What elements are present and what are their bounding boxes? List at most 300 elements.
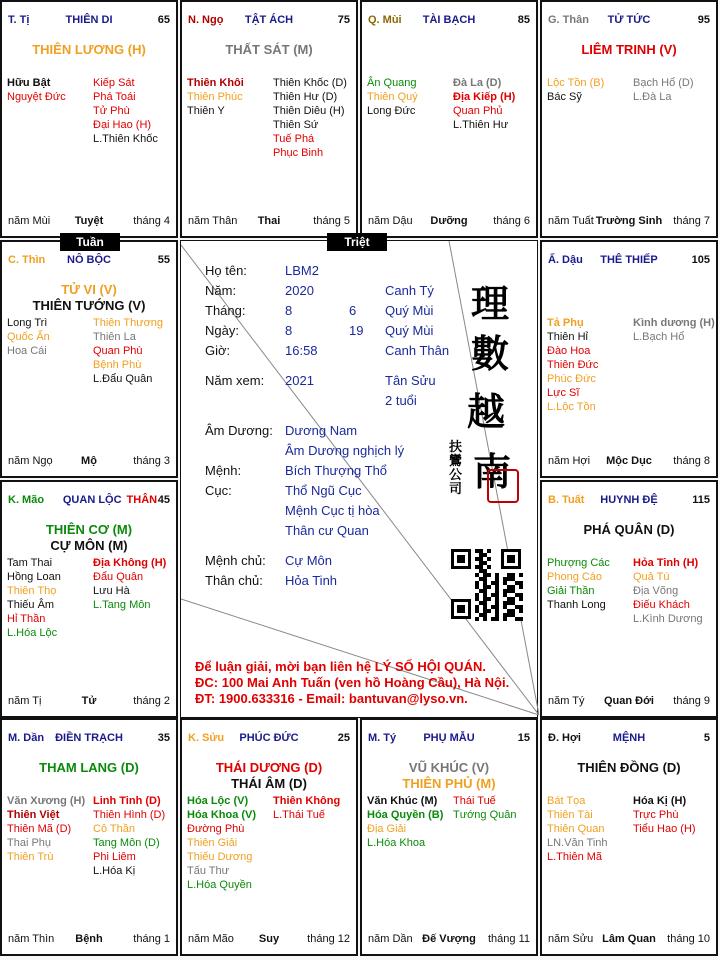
palace-mao[interactable]: [0, 480, 178, 718]
calligraphy-char-1: 理: [471, 281, 510, 326]
palace-ti[interactable]: [0, 0, 178, 238]
minor-star: Thiên Mã (D): [7, 823, 72, 835]
stars-right: [633, 76, 694, 104]
stars-right: [93, 556, 166, 612]
stars-right: [93, 316, 163, 386]
minor-star: Thiên Trù: [7, 851, 54, 863]
palace-month: tháng 8: [673, 455, 710, 467]
major-stars: [2, 760, 176, 776]
palace-header: [8, 254, 170, 268]
palace-month: tháng 7: [673, 215, 710, 227]
minor-star: Giải Thần: [547, 585, 595, 597]
minor-star: Thiếu Dương: [187, 851, 253, 863]
major-stars: [542, 522, 716, 538]
palace-branch: C. Thìn: [8, 254, 46, 266]
menh-chu-value: Cự Môn: [285, 553, 332, 568]
palace-header: [548, 254, 710, 268]
palace-mui[interactable]: [360, 0, 538, 238]
minor-star: L.Đà La: [633, 91, 672, 103]
minor-star: Phục Binh: [273, 147, 324, 159]
palace-footer: [188, 215, 350, 228]
minor-star: Bạch Hổ (D): [633, 77, 694, 89]
palace-branch: N. Ngọ: [188, 14, 224, 26]
palace-year: năm Mùi: [8, 215, 51, 227]
major-stars: [2, 282, 176, 314]
palace-house: [548, 732, 710, 744]
minor-star: Thiên Phúc: [187, 91, 243, 103]
minor-star: Lực Sĩ: [547, 387, 580, 399]
name-value: LBM2: [285, 263, 319, 278]
palace-year: năm Sửu: [548, 933, 594, 945]
minor-star: Đà La (D): [453, 77, 502, 89]
minor-star: Địa Võng: [633, 585, 679, 597]
minor-star: L.Hóa Lộc: [7, 627, 58, 639]
minor-star: Tam Thai: [7, 557, 53, 569]
minor-star: Thiên Y: [187, 105, 225, 117]
am-duong-note: Âm Dương nghịch lý: [285, 443, 405, 458]
am-duong-value: Dương Nam: [285, 423, 358, 438]
major-stars: [542, 42, 716, 58]
day-can-chi: Quý Mùi: [385, 323, 434, 338]
center-info-panel: [180, 240, 538, 718]
palace-house: [188, 732, 350, 744]
major-star: VŨ KHÚC (V): [408, 760, 490, 775]
major-stars: [362, 760, 536, 792]
palace-branch: Ấ. Dậu: [548, 254, 583, 266]
palace-suu[interactable]: [180, 718, 358, 956]
day-lunar: 19: [349, 323, 364, 338]
palace-header: [368, 732, 530, 746]
palace-stage: Thai: [257, 215, 281, 227]
palace-month: tháng 4: [133, 215, 170, 227]
minor-star: L.Bạch Hổ: [633, 331, 685, 343]
minor-star: Văn Khúc (M): [367, 795, 438, 807]
palace-header: [188, 732, 350, 746]
hour-value: 16:58: [285, 343, 318, 358]
palace-ty[interactable]: [360, 718, 538, 956]
minor-star: Thiên Quý: [367, 91, 418, 103]
qr-code[interactable]: [451, 549, 521, 619]
palace-branch: M. Dần: [8, 732, 45, 744]
name-label: Họ tên:: [205, 263, 247, 278]
minor-star: Phong Cáo: [547, 571, 603, 583]
palace-month: tháng 12: [307, 933, 350, 945]
palace-stage: Tuyệt: [74, 215, 104, 227]
minor-star: Thiên Hư (D): [273, 91, 338, 103]
palace-header: [548, 494, 710, 508]
palace-branch: Đ. Hợi: [548, 732, 581, 744]
major-star: THAM LANG (D): [39, 760, 139, 775]
palace-number: 55: [157, 254, 170, 266]
palace-number: 105: [691, 254, 710, 266]
menh-label: Mệnh:: [205, 463, 242, 478]
minor-star: Văn Xương (H): [7, 795, 86, 807]
palace-year: năm Thân: [188, 215, 238, 227]
calligraphy-char-4: 南: [473, 449, 512, 494]
minor-star: Đẩu Quân: [93, 571, 144, 583]
view-year-can-chi: Tân Sửu: [385, 373, 436, 388]
palace-year: năm Mão: [188, 933, 234, 945]
than-chu-label: Thân chủ:: [205, 573, 263, 588]
year-value: 2020: [285, 283, 314, 298]
stars-left: [7, 556, 61, 640]
year-can-chi: Canh Tý: [385, 283, 434, 298]
minor-star: Long Đức: [367, 105, 416, 117]
palace-number: 5: [703, 732, 710, 744]
palace-branch: T. Tị: [8, 14, 30, 26]
minor-star: Bát Tọa: [547, 795, 586, 807]
minor-star: L.Hóa Kị: [93, 865, 136, 877]
palace-month: tháng 3: [133, 455, 170, 467]
minor-star: L.Tang Môn: [93, 599, 151, 611]
minor-star: Lộc Tồn (B): [547, 77, 605, 89]
palace-branch: Q. Mùi: [368, 14, 402, 26]
palace-house: [8, 14, 170, 26]
stars-left: [547, 76, 604, 104]
stars-right: [453, 794, 517, 822]
stars-right: [453, 76, 515, 132]
stars-right: [633, 316, 715, 344]
minor-star: Tuế Phá: [273, 133, 315, 145]
major-star: LIÊM TRINH (V): [581, 42, 677, 57]
stars-left: [367, 794, 443, 850]
palace-number: 75: [337, 14, 350, 26]
stars-right: [273, 794, 340, 822]
minor-star: Thai Phụ: [7, 837, 52, 849]
tag-tuan: Tuần: [60, 233, 120, 251]
palace-house-name: THÊ THIẾP: [600, 254, 658, 266]
minor-star: Thiên Tài: [547, 809, 593, 821]
major-star: THIÊN TƯỚNG (V): [32, 298, 146, 313]
palace-branch: K. Mão: [8, 494, 45, 506]
stars-left: [187, 794, 256, 892]
minor-star: Tướng Quân: [453, 809, 517, 821]
palace-house: [368, 14, 530, 26]
minor-star: L.Hóa Khoa: [367, 837, 426, 849]
minor-star: Thiên Đức: [547, 359, 599, 371]
palace-header: [548, 732, 710, 746]
calligraphy-char-3: 越: [467, 389, 506, 434]
palace-house-name: THIÊN DI: [65, 14, 113, 26]
palace-number: 65: [157, 14, 170, 26]
minor-star: Tang Môn (D): [93, 837, 160, 849]
palace-house: [548, 14, 710, 26]
palace-year: năm Dần: [368, 933, 413, 945]
month-can-chi: Quý Mùi: [385, 303, 434, 318]
minor-star: Hoa Cái: [7, 345, 47, 357]
minor-star: LN.Văn Tinh: [547, 837, 608, 849]
minor-star: Hồng Loan: [7, 571, 61, 583]
stars-right: [273, 76, 347, 160]
palace-year: năm Tý: [548, 695, 585, 707]
minor-star: Thiên Khốc (D): [273, 77, 347, 89]
palace-header: [368, 14, 530, 28]
palace-footer: [548, 695, 710, 708]
palace-number: 35: [157, 732, 170, 744]
palace-stage: Tử: [81, 695, 97, 707]
than-cu: Thân cư Quan: [285, 523, 369, 538]
palace-year: năm Dậu: [368, 215, 413, 227]
menh-value: Bích Thượng Thổ: [285, 463, 388, 478]
minor-star: Cô Thần: [93, 823, 135, 835]
minor-star: Hỏa Tinh (H): [633, 557, 699, 569]
calligraphy-char-2: 數: [471, 331, 510, 376]
major-star: THÁI DƯƠNG (D): [215, 760, 323, 775]
year-label: Năm:: [205, 283, 237, 298]
major-star: THÁI ÂM (D): [231, 776, 307, 791]
palace-tuat[interactable]: [540, 480, 718, 718]
contact-line-3: ĐT: 1900.633316 - Email: bantuvan@lyso.vn.: [195, 691, 468, 706]
palace-stage: Bệnh: [75, 933, 103, 945]
palace-hoi[interactable]: [540, 718, 718, 956]
palace-header: [8, 14, 170, 28]
cuc-relation: Mệnh Cục tị hòa: [285, 503, 380, 518]
major-stars: [182, 760, 356, 792]
month-label: Tháng:: [205, 303, 246, 318]
minor-star: Tả Phụ: [547, 317, 584, 329]
major-star: THIÊN CƠ (M): [45, 522, 133, 537]
palace-month: tháng 10: [667, 933, 710, 945]
palace-house-name: ĐIỀN TRẠCH: [55, 732, 123, 744]
minor-star: Kiếp Sát: [93, 77, 135, 89]
minor-star: Thiên Hình (D): [93, 809, 166, 821]
major-star: THIÊN LƯƠNG (H): [32, 42, 146, 57]
minor-star: L.Lộc Tồn: [547, 401, 596, 413]
palace-house: [50, 494, 170, 506]
palace-house: [548, 494, 710, 506]
palace-branch: K. Sửu: [188, 732, 225, 744]
stars-right: [93, 794, 165, 878]
minor-star: Nguyệt Đức: [7, 91, 66, 103]
view-year-value: 2021: [285, 373, 314, 388]
stars-right: [93, 76, 158, 146]
palace-month: tháng 2: [133, 695, 170, 707]
minor-star: Quan Phủ: [453, 105, 503, 117]
palace-number: 115: [692, 494, 710, 506]
minor-star: Phượng Các: [547, 557, 610, 569]
stars-left: [367, 76, 418, 118]
palace-stage: Suy: [258, 933, 280, 945]
palace-house-name: QUAN LỘC: [62, 494, 122, 506]
palace-footer: [8, 695, 170, 708]
palace-number: 45: [157, 494, 170, 506]
minor-star: Thanh Long: [547, 599, 606, 611]
palace-footer: [8, 215, 170, 228]
palace-stage: Lâm Quan: [602, 933, 656, 945]
day-label: Ngày:: [205, 323, 239, 338]
calligraphy-small: 扶 鸞 公 司: [449, 440, 463, 497]
palace-stage: Đế Vượng: [422, 933, 476, 945]
minor-star: Thiếu Âm: [7, 599, 55, 611]
stars-right: [633, 556, 703, 626]
palace-footer: [548, 933, 710, 946]
minor-star: Địa Không (H): [93, 557, 167, 569]
palace-header: [548, 14, 710, 28]
major-star: THẤT SÁT (M): [225, 42, 313, 57]
palace-number: 85: [517, 14, 530, 26]
minor-star: Đại Hao (H): [93, 119, 152, 131]
major-stars: [2, 42, 176, 58]
palace-month: tháng 1: [133, 933, 170, 945]
stars-left: [187, 76, 244, 118]
palace-stage: Mộc Dục: [606, 455, 652, 467]
palace-house: [188, 14, 350, 26]
palace-footer: [368, 215, 530, 228]
minor-star: L.Đẩu Quân: [93, 373, 153, 385]
palace-footer: [368, 933, 530, 946]
minor-star: Lưu Hà: [93, 585, 130, 597]
palace-house: [8, 254, 170, 266]
palace-branch: G. Thân: [548, 14, 589, 26]
palace-house-name: NÔ BỘC: [67, 254, 111, 266]
palace-stage: Dưỡng: [430, 215, 468, 227]
palace-house-name: PHÚC ĐỨC: [239, 732, 299, 744]
minor-star: L.Thái Tuế: [273, 809, 325, 821]
palace-house-name: PHỤ MẪU: [423, 732, 475, 744]
palace-header: [188, 14, 350, 28]
minor-star: Thiên Thương: [93, 317, 164, 329]
palace-house-name: HUYNH ĐỆ: [600, 494, 658, 506]
minor-star: Quốc Ấn: [7, 331, 50, 343]
palace-dau[interactable]: [540, 240, 718, 478]
minor-star: Đào Hoa: [547, 345, 591, 357]
palace-header: [8, 494, 170, 508]
view-year-label: Năm xem:: [205, 373, 265, 388]
palace-year: năm Hợi: [548, 455, 591, 467]
palace-than-marker: THÂN: [126, 494, 158, 506]
palace-house-name: TỬ TỨC: [607, 14, 651, 26]
palace-month: tháng 11: [487, 933, 530, 945]
palace-stage: Quan Đới: [604, 695, 654, 707]
minor-star: Tấu Thư: [187, 865, 230, 877]
minor-star: Địa Kiếp (H): [453, 91, 516, 103]
minor-star: Thái Tuế: [453, 795, 496, 807]
palace-year: năm Thìn: [8, 933, 55, 945]
am-duong-label: Âm Dương:: [205, 423, 273, 438]
than-chu-value: Hỏa Tinh: [285, 573, 338, 588]
minor-star: L.Thiên Hư: [453, 119, 509, 131]
major-stars: [542, 760, 716, 776]
palace-month: tháng 9: [673, 695, 710, 707]
minor-star: Thiên Việt: [7, 809, 60, 821]
minor-star: L.Thiên Khốc: [93, 133, 158, 145]
minor-star: Thiên Giải: [187, 837, 238, 849]
cuc-value: Thổ Ngũ Cục: [285, 483, 362, 498]
minor-star: Thiên Quan: [547, 823, 605, 835]
menh-chu-label: Mệnh chủ:: [205, 553, 266, 568]
palace-house-name: TẬT ÁCH: [244, 14, 294, 26]
month-lunar: 6: [349, 303, 357, 318]
contact-block: [195, 659, 509, 707]
stars-right: [633, 794, 696, 836]
month-solar: 8: [285, 303, 293, 318]
palace-stage: Trường Sinh: [595, 215, 663, 227]
contact-line-1: Để luận giải, mời bạn liên hệ LÝ SỐ HỘI QUÁN.: [195, 659, 486, 674]
stars-left: [547, 794, 608, 864]
stars-left: [7, 76, 66, 104]
minor-star: Thiên Khôi: [187, 77, 244, 89]
minor-star: Bệnh Phù: [93, 359, 142, 371]
major-stars: [2, 522, 176, 554]
palace-thin[interactable]: [0, 240, 178, 478]
palace-stage: Mộ: [81, 455, 97, 467]
hour-can-chi: Canh Thân: [385, 343, 450, 358]
palace-ngo[interactable]: [180, 0, 358, 238]
palace-house-name: TÀI BẠCH: [422, 14, 476, 26]
stars-left: [7, 794, 85, 864]
palace-branch: B. Tuất: [548, 494, 585, 506]
palace-number: 15: [517, 732, 530, 744]
minor-star: L.Hóa Quyền: [187, 879, 252, 891]
palace-year: năm Ngọ: [8, 455, 53, 467]
minor-star: Thiên Thọ: [7, 585, 57, 597]
palace-number: 95: [697, 14, 710, 26]
palace-header: [8, 732, 170, 746]
palace-dan[interactable]: [0, 718, 178, 956]
minor-star: L.Kình Dương: [633, 613, 703, 625]
palace-footer: [548, 455, 710, 468]
palace-footer: [8, 933, 170, 946]
minor-star: Linh Tinh (D): [93, 795, 161, 807]
minor-star: Thiên Không: [273, 795, 341, 807]
minor-star: Phá Toái: [93, 91, 136, 103]
palace-year: năm Tị: [8, 695, 42, 707]
palace-month: tháng 6: [493, 215, 530, 227]
palace-house: [548, 254, 710, 266]
palace-house: [8, 732, 170, 744]
stars-left: [7, 316, 50, 358]
stars-left: [547, 556, 610, 612]
minor-star: Thiên Hỉ: [547, 331, 588, 343]
minor-star: Kình dương (H): [633, 317, 715, 329]
palace-number: 25: [337, 732, 350, 744]
minor-star: Điếu Khách: [633, 599, 690, 611]
minor-star: Tiểu Hao (H): [633, 823, 696, 835]
palace-footer: [548, 215, 710, 228]
minor-star: Hóa Quyền (B): [367, 809, 444, 821]
tag-triet: Triệt: [327, 233, 387, 251]
minor-star: Thiên La: [93, 331, 136, 343]
palace-year: năm Tuất: [548, 215, 594, 227]
minor-star: Hóa Lộc (V): [187, 795, 249, 807]
palace-footer: [188, 933, 350, 946]
minor-star: L.Thiên Mã: [547, 851, 603, 863]
major-star: THIÊN ĐỒNG (D): [577, 760, 681, 775]
minor-star: Thiên Diêu (H): [273, 105, 345, 117]
palace-branch: M. Tý: [368, 732, 397, 744]
red-seal-stamp: [487, 469, 519, 503]
minor-star: Hữu Bật: [7, 77, 51, 89]
minor-star: Bác Sỹ: [547, 91, 582, 103]
major-stars: [182, 42, 356, 58]
minor-star: Quả Tú: [633, 571, 670, 583]
palace-than[interactable]: [540, 0, 718, 238]
minor-star: Đường Phù: [187, 823, 245, 835]
minor-star: Trực Phù: [633, 809, 679, 821]
minor-star: Hóa Kị (H): [633, 795, 687, 807]
minor-star: Hỉ Thần: [7, 613, 46, 625]
age-value: 2 tuổi: [385, 393, 417, 408]
minor-star: Phúc Đức: [547, 373, 596, 385]
minor-star: Phi Liêm: [93, 851, 136, 863]
palace-footer: [8, 455, 170, 468]
contact-line-2: ĐC: 100 Mai Anh Tuấn (ven hồ Hoàng Cầu), Hà Nội.: [195, 675, 510, 690]
major-star: PHÁ QUÂN (D): [583, 522, 675, 537]
cuc-label: Cục:: [205, 483, 232, 498]
major-star: THIÊN PHỦ (M): [402, 776, 496, 791]
palace-house: [368, 732, 530, 744]
minor-star: Hóa Khoa (V): [187, 809, 257, 821]
